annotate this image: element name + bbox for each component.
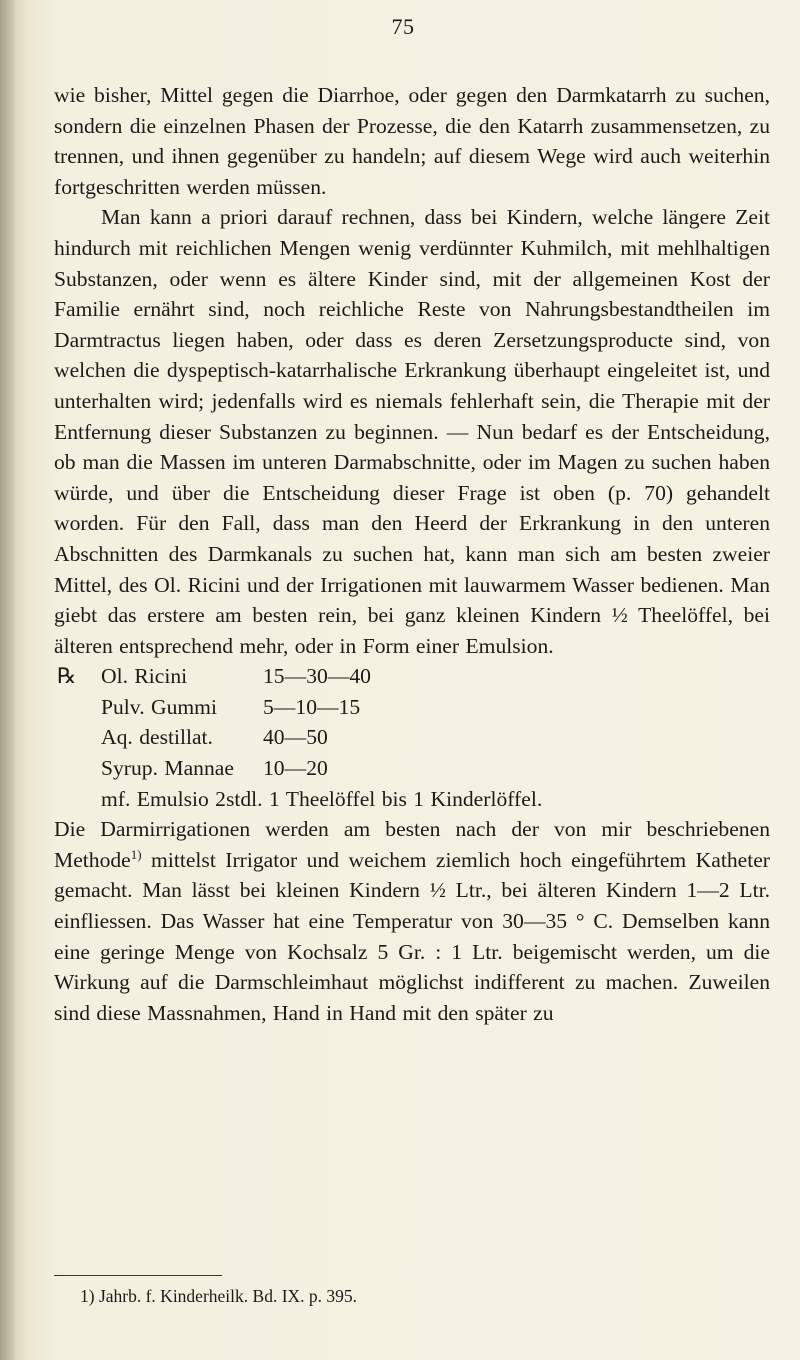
- ingredient-quantity: 40—50: [263, 725, 328, 750]
- paragraph-3-rest: mittelst Irrigator und weichem ziemlich hoch eingeführtem Katheter gemacht. Man lässt bei kleinen Kindern ½ Ltr., bei älteren Kindern 1—2 Ltr. einfliessen. Das Wasser hat eine Temperatur von 30—35 ° C. Demselben kann eine geringe Menge von Kochsalz 5 Gr. : 1 Ltr. beigemischt werden, um die Wirkung auf die Darmschleimhaut möglichst indifferent zu machen. Zuweilen sind diese Massnahmen, Hand in Hand mit den später zu: [54, 847, 770, 1025]
- ingredient-name: Syrup. Mannae: [101, 756, 234, 781]
- footnote-divider: [54, 1275, 222, 1276]
- body-text: [54, 80, 770, 1028]
- ingredient-quantity: 15—30—40: [263, 664, 371, 689]
- recipe-row: [54, 753, 770, 784]
- footnote-marker: 1): [130, 846, 142, 862]
- ingredient-quantity: 5—10—15: [263, 694, 361, 719]
- recipe-row: [54, 692, 770, 723]
- recipe-row: [54, 661, 770, 692]
- page-binding-edge: [0, 0, 14, 1360]
- paragraph-3-start: Die Darmirrigationen werden am besten nach der von mir beschriebenen Methode: [54, 817, 770, 872]
- paragraph-3: [54, 814, 770, 1028]
- recipe-instruction: mf. Emulsio 2stdl. 1 Theelöffel bis 1 Kinderlöffel.: [101, 786, 543, 811]
- paragraph-2: Man kann a priori darauf rechnen, dass bei Kindern, welche längere Zeit hindurch mit reichlichen Mengen wenig verdünnter Kuhmilch, mit mehlhaltigen Substanzen, oder wenn es ältere Kinder sind, mit der allgemeinen Kost der Familie ernährt sind, noch reichliche Reste von Nahrungsbestandtheilen im Darmtractus liegen haben, oder dass es deren Zersetzungsproducte sind, von welchen die dyspeptisch-katarrhalische Erkrankung überhaupt eingeleitet ist, und unterhalten wird; jedenfalls wird es niemals fehlerhaft sein, die Therapie mit der Entfernung dieser Substanzen zu beginnen. — Nun bedarf es der Entscheidung, ob man die Massen im unteren Darmabschnitte, oder im Magen zu suchen haben würde, und über die Entscheidung dieser Frage ist oben (p. 70) gehandelt worden. Für den Fall, dass man den Heerd der Erkrankung in den unteren Abschnitten des Darmkanals zu suchen hat, kann man sich am besten zweier Mittel, des Ol. Ricini und der Irrigationen mit lauwarmem Wasser bedienen. Man giebt das erstere am besten rein, bei ganz kleinen Kindern ½ Theelöffel, bei älteren entsprechend mehr, oder in Form einer Emulsion.: [54, 205, 770, 658]
- footnote: 1) Jahrb. f. Kinderheilk. Bd. IX. p. 395.: [80, 1286, 358, 1306]
- rx-symbol: ℞: [57, 664, 77, 689]
- paragraph-1: wie bisher, Mittel gegen die Diarrhoe, oder gegen den Darmkatarrh zu suchen, sondern die einzelnen Phasen der Prozesse, die den Katarrh zusammensetzen, zu trennen, und ihnen gegenüber zu handeln; auf diesem Wege wird auch weiterhin fortgeschritten werden müssen.: [54, 83, 770, 199]
- ingredient-quantity: 10—20: [263, 756, 328, 781]
- prescription-block: [54, 661, 770, 814]
- ingredient-name: Ol. Ricini: [101, 664, 188, 689]
- page-number: 75: [391, 14, 415, 39]
- ingredient-name: Aq. destillat.: [101, 725, 213, 750]
- recipe-row: [54, 722, 770, 753]
- ingredient-name: Pulv. Gummi: [101, 694, 217, 719]
